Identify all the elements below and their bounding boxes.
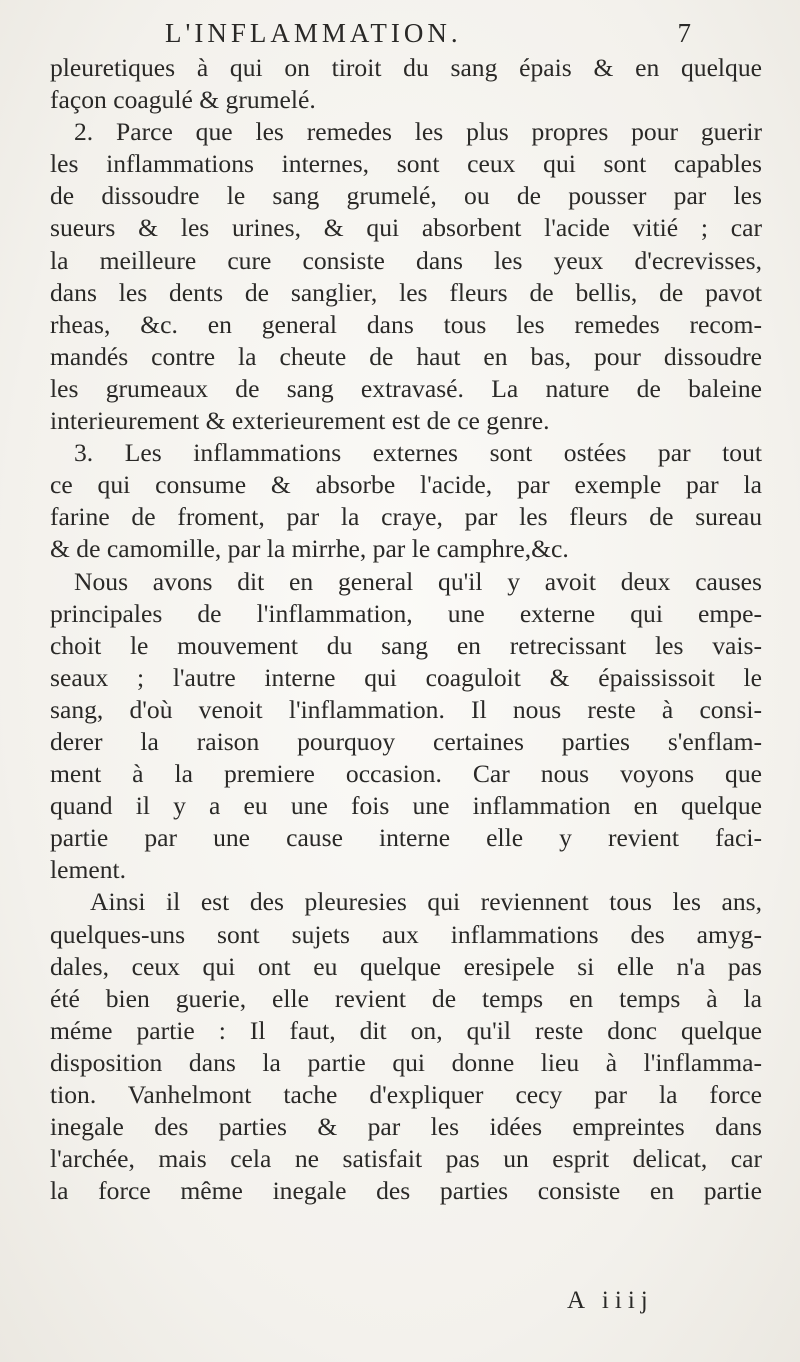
text-line: rheas, &c. en general dans tous les remedes recom- xyxy=(50,309,762,339)
text-line: 2. Parce que les remedes les plus propres pour guerir xyxy=(74,117,762,147)
text-line: choit le mouvement du sang en retrecissant les vais- xyxy=(50,630,762,660)
text-line: disposition dans la partie qui donne lieu à l'inflamma- xyxy=(50,1047,762,1077)
text-line: de dissoudre le sang grumelé, ou de pousser par les xyxy=(50,181,762,211)
text-line: les grumeaux de sang extravasé. La nature de baleine xyxy=(50,373,762,403)
text-line: tion. Vanhelmont tache d'expliquer cecy par la force xyxy=(50,1080,762,1109)
text-line: seaux ; l'autre interne qui coaguloit & épaississoit le xyxy=(50,662,762,692)
text-line: la force même inegale des parties consiste en partie xyxy=(50,1176,762,1206)
signature-mark: A iiij xyxy=(567,1287,654,1314)
text-line: partie par une cause interne elle y revient faci- xyxy=(50,823,762,853)
text-line: dans les dents de sanglier, les fleurs de bellis, de pavot xyxy=(50,277,762,307)
text-line: farine de froment, par la craye, par les fleurs de sureau xyxy=(50,502,762,532)
text-line: dales, ceux qui ont eu quelque eresipele si elle n'a pas xyxy=(50,951,762,981)
text-line: mandés contre la cheute de haut en bas, pour dissoudre xyxy=(50,341,762,371)
text-line: 3. Les inflammations externes sont ostées par tout xyxy=(74,438,762,468)
text-line: & de camomille, par la mirrhe, par le camphre,&c. xyxy=(50,534,569,564)
text-line: inegale des parties & par les idées empreintes dans xyxy=(50,1112,762,1142)
text-line: quand il y a eu une fois une inflammation en quelque xyxy=(50,791,762,821)
text-line: sang, d'où venoit l'inflammation. Il nous reste à consi- xyxy=(50,694,762,724)
text-line: ment à la premiere occasion. Car nous voyons que xyxy=(50,759,762,789)
text-line: principales de l'inflammation, une externe qui empe- xyxy=(50,598,762,628)
page-number: 7 xyxy=(677,18,695,48)
text-line: pleuretiques à qui on tiroit du sang épais & en quelque xyxy=(50,53,762,82)
text-line: les inflammations internes, sont ceux qui sont capables xyxy=(50,149,762,179)
running-title: L'INFLAMMATION. xyxy=(165,18,462,48)
text-line: Ainsi il est des pleuresies qui reviennent tous les ans, xyxy=(90,887,762,917)
body-text xyxy=(50,52,762,1207)
text-line: été bien guerie, elle revient de temps en temps à la xyxy=(50,983,762,1013)
text-line: l'archée, mais cela ne satisfait pas un esprit delicat, car xyxy=(50,1144,762,1174)
text-line: interieurement & exterieurement est de ce genre. xyxy=(50,406,550,436)
text-line: lement. xyxy=(50,855,127,885)
text-line: la meilleure cure consiste dans les yeux d'ecrevisses, xyxy=(50,245,762,275)
text-line: derer la raison pourquoy certaines parties s'enflam- xyxy=(50,726,762,756)
text-line: quelques-uns sont sujets aux inflammations des amyg- xyxy=(50,919,762,949)
text-line: ce qui consume & absorbe l'acide, par exemple par la xyxy=(50,470,762,500)
text-line: Nous avons dit en general qu'il y avoit deux causes xyxy=(74,566,762,596)
page-header xyxy=(165,18,695,54)
text-line: façon coagulé & grumelé. xyxy=(50,85,316,115)
text-line: sueurs & les urines, & qui absorbent l'acide vitié ; car xyxy=(50,213,762,243)
text-line: méme partie : Il faut, dit on, qu'il reste donc quelque xyxy=(50,1015,762,1045)
